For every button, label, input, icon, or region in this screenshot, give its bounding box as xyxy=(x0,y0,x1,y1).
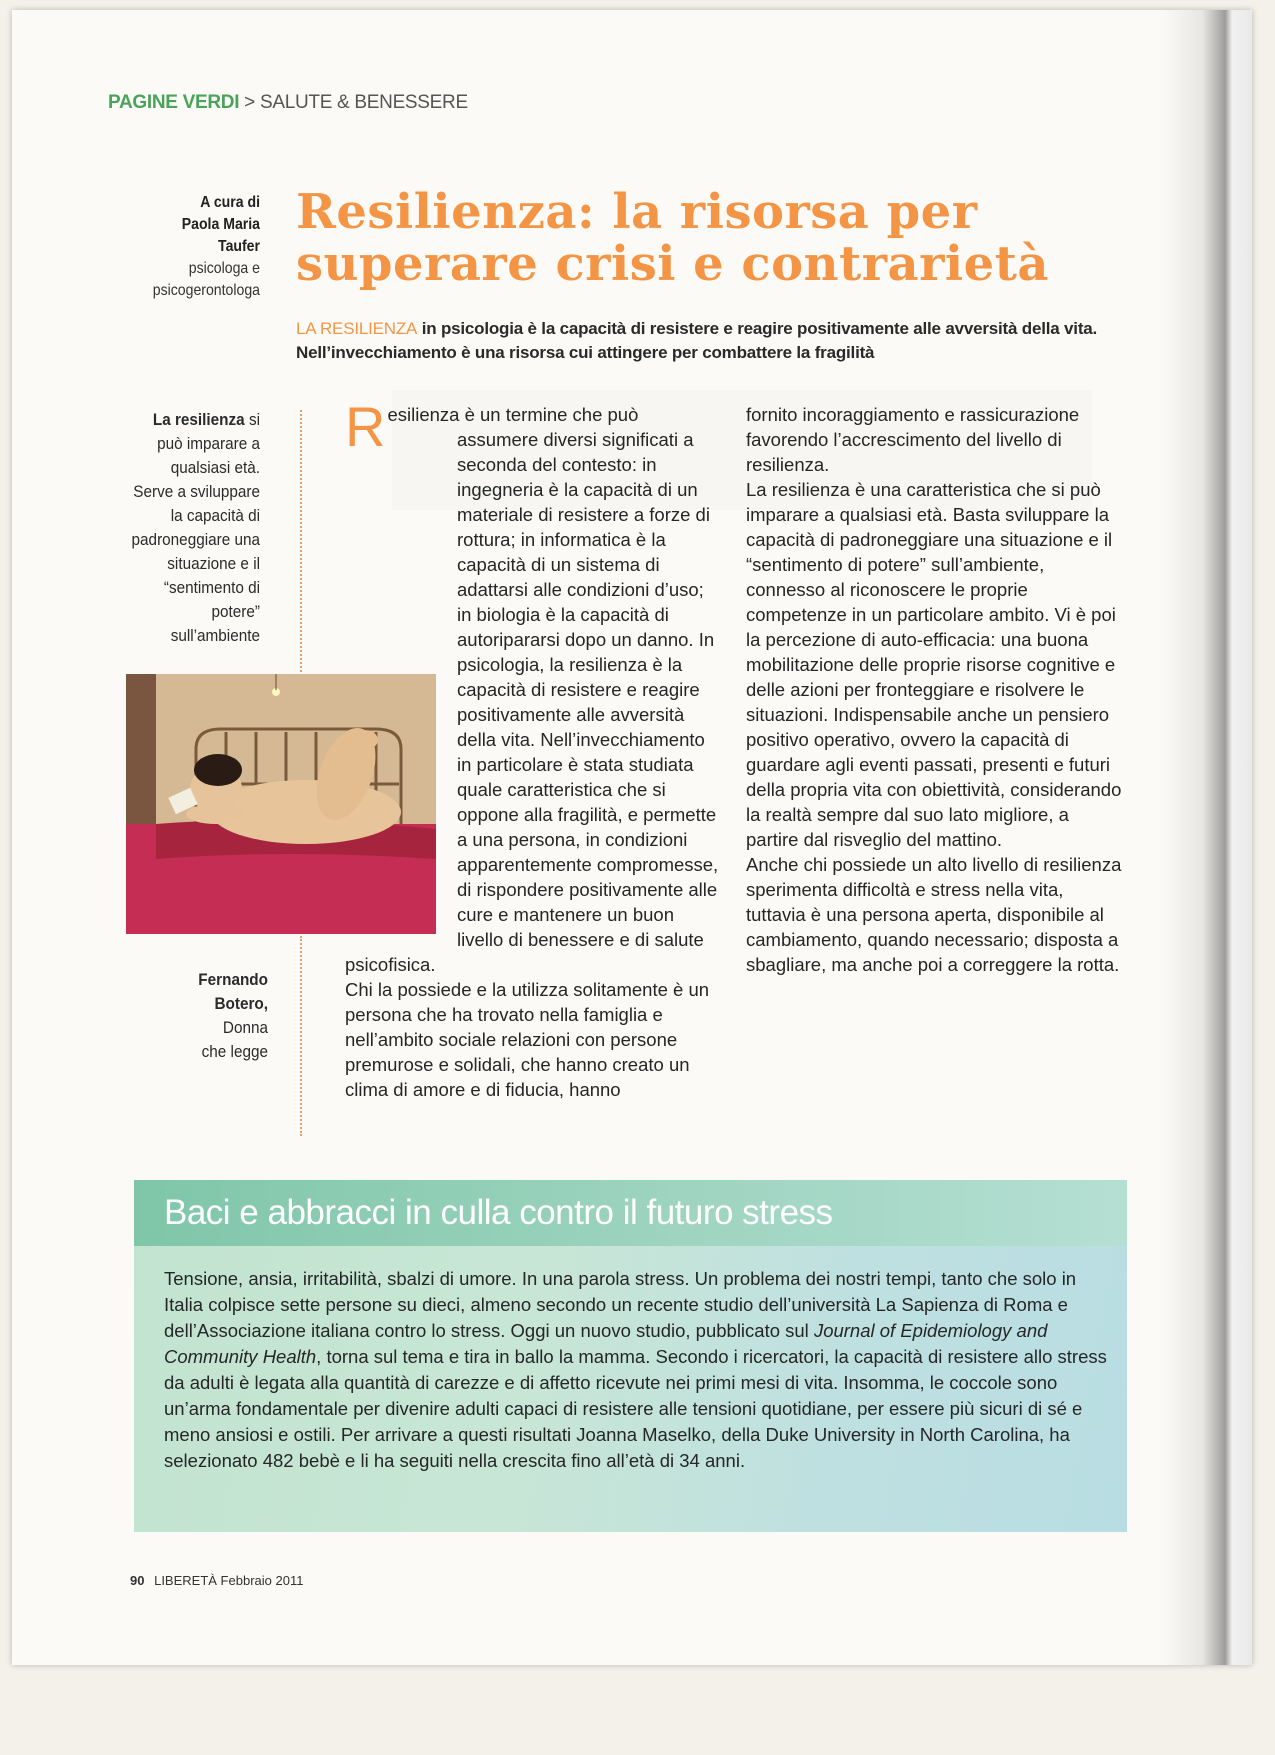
sidebar-box-text xyxy=(164,1266,1114,1474)
col1-paragraph-1: esilienza è un termine che può assumere diversi significati a seconda del contesto: in ingegneria è la capacità di un materiale di resistere a forze di rottura; in informatica è la capacità di un sistema di adattarsi alle condizioni d’uso; in biologia è la capacità di autoripararsi dopo un danno. In psicologia, la resilienza è la capacità di resistere e reagire positivamente alle avversità della vita. Nell’invecchiamento in particolare è stata studiata quale caratteristica che si oppone alla fragilità, e permette a una persona, in condizioni apparentemente compromesse, di rispondere positivamente alle cure e mantenere un buon livello di benessere e di salute psicofisica. xyxy=(345,404,719,975)
magazine-issue: LIBERETÀ Febbraio 2011 xyxy=(154,1573,304,1588)
magazine-page xyxy=(12,10,1252,1665)
section-separator: > xyxy=(244,92,255,113)
caption-artist-1: Fernando xyxy=(198,970,268,989)
dotted-divider-bottom xyxy=(300,936,302,1136)
image-wrap-spacer xyxy=(345,654,457,944)
page-spine-shadow xyxy=(1162,10,1252,1665)
subsection-name: SALUTE & BENESSERE xyxy=(259,92,468,113)
author-role-2: psicogerontologa xyxy=(152,282,260,299)
title-line-2: superare crisi e contrarietà xyxy=(296,236,1049,292)
section-header xyxy=(108,92,468,114)
byline-prefix: A cura di xyxy=(200,194,260,211)
box-text-a: Tensione, ansia, irritabilità, sbalzi di umore. In una parola stress. Un problema dei nostri tempi, tanto che solo in Italia colpisce sette persone su dieci, almeno secondo un recente studio dell’università La Sapienza di Roma e dell’Associazione italiana contro lo stress. Oggi un nuovo studio, pubblicato sul xyxy=(164,1268,1077,1341)
dotted-divider-top xyxy=(300,410,302,672)
section-name: PAGINE VERDI xyxy=(108,92,240,113)
col2-paragraph-3: Anche chi possiede un alto livello di resilienza sperimenta difficoltà e stress nella vita, tuttavia è una persona aperta, disponibile al cambiamento, quando necessario; disposta a sbagliare, ma anche poi a correggere la rotta. xyxy=(746,854,1122,975)
box-text-b: , torna sul tema e tira in ballo la mamma. Secondo i ricercatori, la capacità di resistere allo stress da adulti è legata alla quantità di carezze e di affetto ricevute nei primi mesi di vita. Insomma, le coccole sono un’arma fondamentale per divenire adulti capaci di resistere alle tensioni quotidiane, per essere più sicuri di sé e meno ansiosi e ostili. Per arrivare a questi risultati Joanna Maselko, della Duke University in North Carolina, ha selezionato 482 bebè e li ha seguiti nella crescita fino all’età di 34 anni. xyxy=(164,1346,1107,1471)
col2-paragraph-2: La resilienza è una caratteristica che si può imparare a qualsiasi età. Basta sviluppare la capacità di padroneggiare una situazione e il “sentimento di potere” sull’ambiente, connesso al riconoscere le proprie competenze in un particolare ambito. Vi è poi la percezione di auto-efficacia: una buona mobilitazione delle proprie risorse cognitive e delle azioni per fronteggiare e risolvere le situazioni. Indispensabile anche un pensiero positivo operativo, ovvero la capacità di guardare agli eventi passati, presenti e futuri della propria vita con obiettività, considerando la realtà sempre dal suo lato migliore, a partire dal risveglio del mattino. xyxy=(746,479,1122,850)
journal-name: Journal of Epidemiology and Community Health xyxy=(164,1320,1048,1367)
page-footer xyxy=(130,1573,303,1588)
caption-artist-2: Botero, xyxy=(214,994,268,1013)
author-role-1: psicologa e xyxy=(188,260,260,277)
col2-paragraph-1: fornito incoraggiamento e rassicurazione favorendo l’accrescimento del livello di resilienza. xyxy=(746,404,1080,475)
title-line-1: Resilienza: la risorsa per xyxy=(296,184,978,240)
body-column-1 xyxy=(345,395,723,1102)
author-name-1: Paola Maria xyxy=(181,216,260,233)
article-lede xyxy=(296,317,1126,365)
side-quote-bold: La resilienza xyxy=(152,410,245,429)
caption-work-1: Donna xyxy=(222,1018,268,1037)
page-number: 90 xyxy=(130,1573,145,1588)
caption-work-2: che legge xyxy=(201,1042,268,1061)
body-column-2 xyxy=(746,402,1126,977)
author-byline xyxy=(121,192,260,302)
lede-lead: LA RESILIENZA xyxy=(296,319,418,338)
article-title xyxy=(296,186,1156,290)
sidebar-box-header xyxy=(134,1180,1127,1246)
side-quote xyxy=(130,408,260,648)
painting-caption xyxy=(173,968,268,1064)
author-name-2: Taufer xyxy=(218,238,260,255)
lede-text: in psicologia è la capacità di resistere e reagire positivamente alle avversità della vita. Nell’invecchiamento è una risorsa cui attingere per combattere la fragilità xyxy=(296,319,1098,362)
sidebar-box-title: Baci e abbracci in culla contro il futuro stress xyxy=(164,1193,833,1232)
col1-paragraph-2: Chi la possiede e la utilizza solitamente è un persona che ha trovato nella famiglia e nell’ambito sociale relazioni con persone premurose e solidali, che hanno creato un clima di amore e di fiducia, hanno xyxy=(345,979,710,1100)
drop-cap: R xyxy=(345,395,386,458)
side-quote-text: si può imparare a qualsiasi età. Serve a sviluppare la capacità di padroneggiare una situazione e il “sentimento di potere” sull’ambiente xyxy=(131,410,260,645)
sidebar-box xyxy=(134,1180,1127,1532)
